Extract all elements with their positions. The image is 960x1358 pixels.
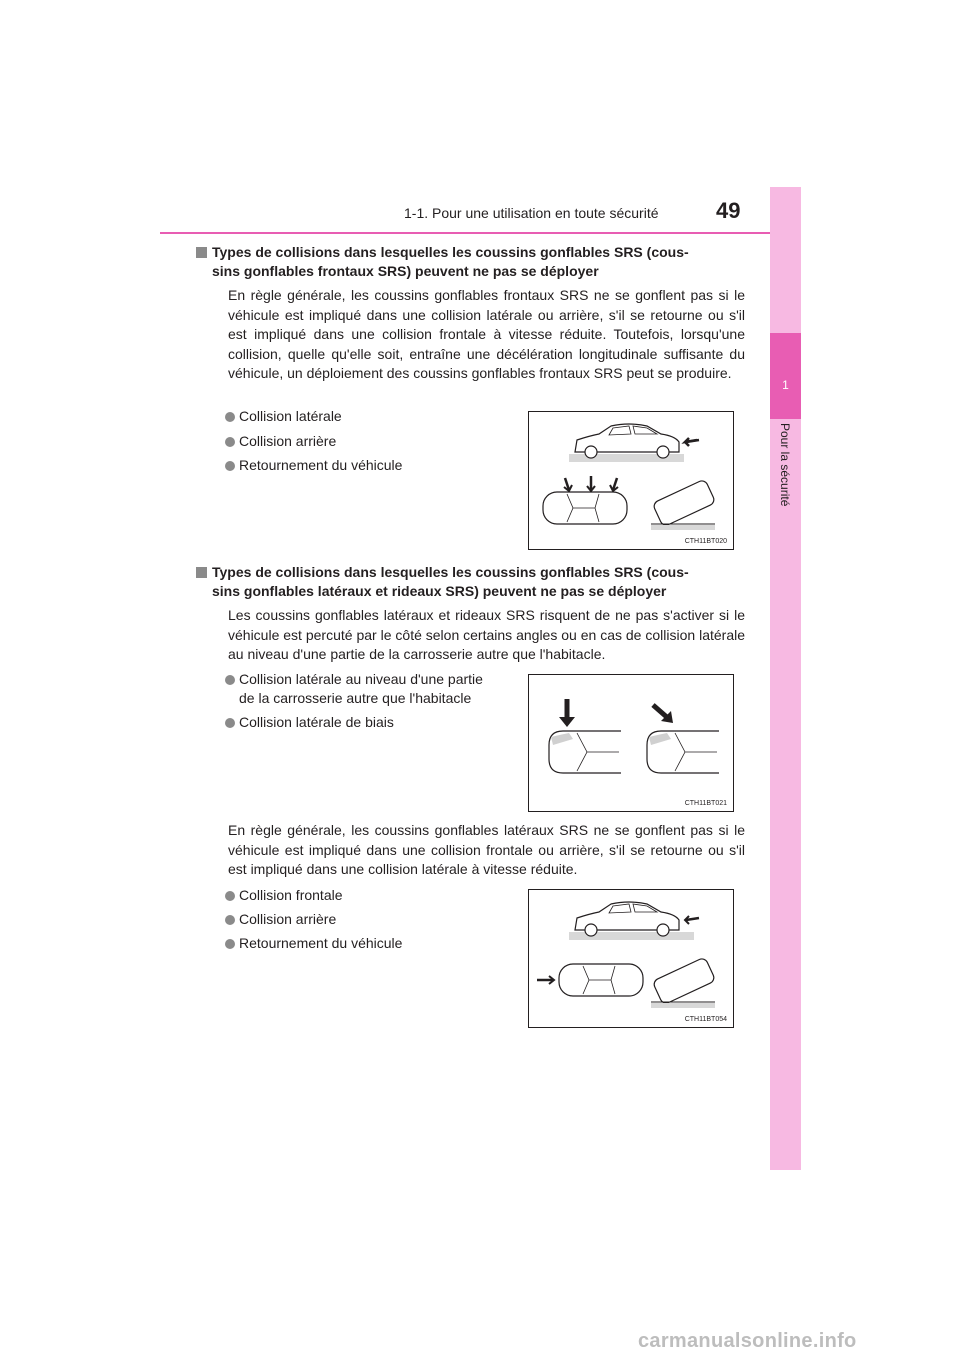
section1-heading-line1: Types de collisions dans lesquelles les coussins gonflables SRS (cous- (212, 244, 689, 260)
figure-code: CTH11BT054 (684, 1016, 727, 1023)
bullet-dot-icon (225, 437, 235, 447)
bullet-dot-icon (225, 461, 235, 471)
section2-paragraph-2: En règle générale, les coussins gonflables latéraux SRS ne se gonflent pas si le véhicule est impliqué dans une collision frontale ou arrière, s'il se retourne ou s'il est impliqué dans une collision latérale à vitesse réduite. (228, 822, 745, 878)
heading-square-icon (196, 567, 207, 578)
section2-heading-line1: Types de collisions dans lesquelles les coussins gonflables SRS (cous- (212, 564, 689, 580)
heading-square-icon (196, 247, 207, 258)
bullet-dot-icon (225, 939, 235, 949)
section1-bullet-1: Collision latérale (225, 407, 342, 426)
chapter-label: Pour la sécurité (778, 423, 792, 507)
watermark: carmanualsonline.info (638, 1330, 857, 1352)
section1-heading-line2: sins gonflables frontaux SRS) peuvent ne pas se déployer (212, 263, 599, 279)
section1-paragraph: En règle générale, les coussins gonflables frontaux SRS ne se gonflent pas si le véhicule est impliqué dans une collision latérale ou arrière, s'il se retourne ou s'il est impliqué dans une collision frontale à vitesse réduite. Toutefois, lorsqu'une collision, quelle qu'elle soit, entraîne une décélération longitudinale suffisante du véhicule, un déploiement des coussins gonflables frontaux SRS peut se produire. (228, 287, 745, 382)
side-collision-illustration (529, 675, 733, 811)
header-rule (160, 232, 800, 234)
section2-paragraph: Les coussins gonflables latéraux et rideaux SRS risquent de ne pas s'activer si le véhicule est percuté par le côté selon certains angles ou en cas de collision latérale au niveau d'une partie de la carrosserie autre que l'habitacle. (228, 607, 745, 663)
section1-heading (212, 243, 747, 281)
section2-bullet2-3: Retournement du véhicule (225, 934, 402, 953)
section2-heading-line2: sins gonflables latéraux et rideaux SRS) peuvent ne pas se déployer (212, 583, 667, 599)
bullet-dot-icon (225, 718, 235, 728)
bullet-dot-icon (225, 915, 235, 925)
section2-bullet2-1: Collision frontale (225, 886, 343, 905)
figure-collision-types-side-airbag (528, 889, 734, 1028)
collision-illustration (529, 412, 733, 549)
chapter-number: 1 (782, 378, 789, 392)
chapter-number-tab (770, 333, 801, 419)
section2-bullet2-2: Collision arrière (225, 910, 336, 929)
section1-bullet-3: Retournement du véhicule (225, 456, 402, 475)
figure-collision-types-frontal (528, 411, 734, 550)
section2-bullet-1: Collision latérale au niveau d'une partie de la carrosserie autre que l'habitacle (225, 670, 515, 708)
page-number: 49 (716, 198, 741, 223)
figure-code: CTH11BT021 (684, 800, 727, 807)
section1-bullet-2: Collision arrière (225, 432, 336, 451)
collision-illustration-3 (529, 890, 733, 1027)
figure-code: CTH11BT020 (684, 538, 727, 545)
bullet-dot-icon (225, 412, 235, 422)
section2-heading (212, 563, 747, 601)
header-title: 1-1. Pour une utilisation en toute sécurité (404, 205, 659, 221)
bullet-dot-icon (225, 675, 235, 685)
bullet-dot-icon (225, 891, 235, 901)
figure-collision-types-side (528, 674, 734, 812)
section2-bullet-2: Collision latérale de biais (225, 713, 394, 732)
